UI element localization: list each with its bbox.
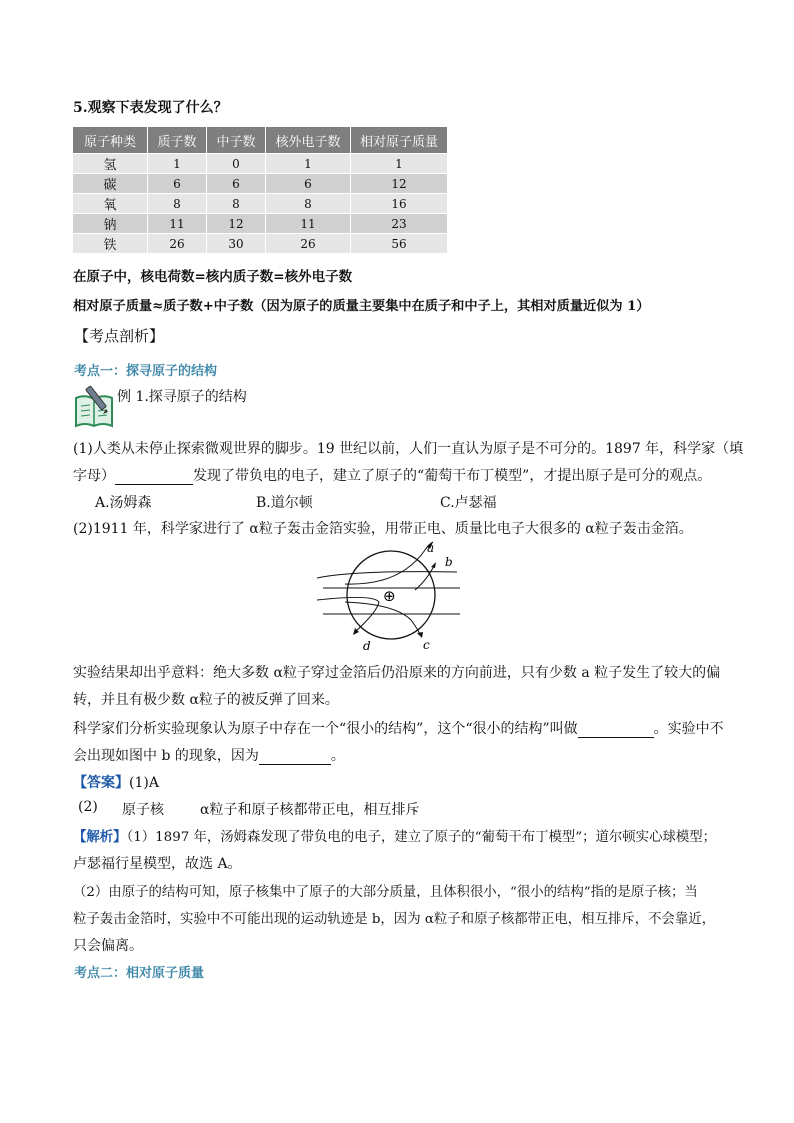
table-cell: 26 <box>266 234 351 254</box>
table-cell: 6 <box>148 174 207 194</box>
conclusion-line-1: 在原子中，核电荷数=核内质子数=核外电子数 <box>73 269 353 285</box>
question-5-title: 5.观察下表发现了什么？ <box>73 100 228 116</box>
answer-part2-b: α粒子和原子核都带正电，相互排斥 <box>200 802 420 818</box>
analysis-line-1 <box>73 826 716 845</box>
analysis-line-5: 只会偏离。 <box>73 938 143 954</box>
question-part4-line2 <box>73 745 345 765</box>
notebook-pen-icon <box>73 384 115 428</box>
table-cell: 8 <box>148 194 207 214</box>
question-part4-line2-pre: 会出现如图中 b 的现象，因为 <box>73 748 259 764</box>
table-cell: 12 <box>207 214 266 234</box>
table-cell: 16 <box>351 194 448 214</box>
analysis-line-2: 卢瑟福行星模型，故选 A。 <box>73 856 242 872</box>
table-cell: 30 <box>207 234 266 254</box>
track-c-label: c <box>423 638 430 652</box>
table-row <box>73 174 448 194</box>
atom-table <box>73 127 448 253</box>
answer-blank-1[interactable] <box>115 469 193 485</box>
table-cell: 11 <box>148 214 207 234</box>
kaodian-1-title: 考点一：探寻原子的结构 <box>74 364 218 379</box>
question-part3-line1: 实验结果却出乎意料：绝大多数 α粒子穿过金箔后仍沿原来的方向前进，只有少数 a 粒子发生了较大的偏 <box>73 665 721 681</box>
table-cell: 钠 <box>73 214 148 234</box>
question-part4-line1 <box>73 718 724 738</box>
analysis-line-4: 粒子轰击金箔时，实验中不可能出现的运动轨迹是 b，因为 α粒子和原子核都带正电，相互排斥，不会靠近， <box>73 912 716 927</box>
table-row <box>73 154 448 174</box>
question-part1-line2 <box>73 465 711 485</box>
table-header: 核外电子数 <box>266 127 351 154</box>
table-cell: 11 <box>266 214 351 234</box>
answer-part2-a: 原子核 <box>122 802 164 818</box>
table-cell: 6 <box>266 174 351 194</box>
table-cell: 碳 <box>73 174 148 194</box>
example-1-label: 例 1.探寻原子的结构 <box>117 389 247 405</box>
table-cell: 8 <box>266 194 351 214</box>
table-cell: 氢 <box>73 154 148 174</box>
table-cell: 铁 <box>73 234 148 254</box>
table-cell: 8 <box>207 194 266 214</box>
question-part4-pre: 科学家们分析实验现象认为原子中存在一个“很小的结构”，这个“很小的结构”叫做 <box>73 721 578 737</box>
nucleus-symbol: ⊕ <box>383 587 396 605</box>
answer-blank-2[interactable] <box>578 722 654 738</box>
track-a-label: a <box>427 541 435 555</box>
option-a: A.汤姆森 <box>95 495 152 511</box>
table-header: 相对原子质量 <box>351 127 448 154</box>
table-cell: 26 <box>148 234 207 254</box>
analysis-line-3: （2）由原子的结构可知，原子核集中了原子的大部分质量，且体积很小，“很小的结构”指的是原子核；当 <box>73 885 698 900</box>
analysis-text-1: （1）1897 年，汤姆森发现了带负电的电子，建立了原子的“葡萄干布丁模型”；道尔顿实心球模型； <box>126 830 717 845</box>
question-part1-post: 发现了带负电的电子，建立了原子的“葡萄干布丁模型”，才提出原子是可分的观点。 <box>193 468 712 484</box>
answer-part2-number: (2) <box>78 799 98 815</box>
option-c: C.卢瑟福 <box>440 495 497 511</box>
table-header: 质子数 <box>148 127 207 154</box>
table-cell: 6 <box>207 174 266 194</box>
question-part1-line1: (1)人类从未停止探索微观世界的脚步。19 世纪以前，人们一直认为原子是不可分的。1897 年，科学家（填 <box>73 441 744 457</box>
table-header: 中子数 <box>207 127 266 154</box>
table-cell: 1 <box>148 154 207 174</box>
question-part2: (2)1911 年，科学家进行了 α粒子轰击金箔实验，用带正电、质量比电子大很多的 α粒子轰击金箔。 <box>73 521 693 537</box>
question-part3-line2: 转，并且有极少数 α粒子的被反弹了回来。 <box>73 692 339 708</box>
conclusion-line-2: 相对原子质量≈质子数+中子数（因为原子的质量主要集中在质子和中子上，其相对质量近似为 1） <box>73 299 650 314</box>
scattering-diagram <box>315 540 475 655</box>
question-part1-pre: 字母） <box>73 468 115 484</box>
answer-part1: (1)A <box>129 775 159 791</box>
track-d-label: d <box>363 639 371 653</box>
kaodian-2-title: 考点二：相对原子质量 <box>74 966 205 981</box>
question-part4-line2-post: 。 <box>330 748 345 764</box>
track-b-label: b <box>445 555 453 569</box>
option-b: B.道尔顿 <box>256 495 313 511</box>
table-row <box>73 194 448 214</box>
table-row <box>73 214 448 234</box>
table-cell: 0 <box>207 154 266 174</box>
table-cell: 氧 <box>73 194 148 214</box>
answer-label: 【答案】 <box>73 775 129 791</box>
table-cell: 12 <box>351 174 448 194</box>
table-cell: 23 <box>351 214 448 234</box>
table-header: 原子种类 <box>73 127 148 154</box>
table-cell: 1 <box>266 154 351 174</box>
answer-line-1 <box>73 772 159 792</box>
question-part4-post: 。实验中不 <box>653 721 724 737</box>
table-cell: 56 <box>351 234 448 254</box>
table-cell: 1 <box>351 154 448 174</box>
table-header-row <box>73 127 448 154</box>
table-row <box>73 234 448 254</box>
analysis-label: 【解析】 <box>73 829 127 845</box>
answer-blank-3[interactable] <box>259 749 331 765</box>
section-header: 【考点剖析】 <box>74 327 165 345</box>
